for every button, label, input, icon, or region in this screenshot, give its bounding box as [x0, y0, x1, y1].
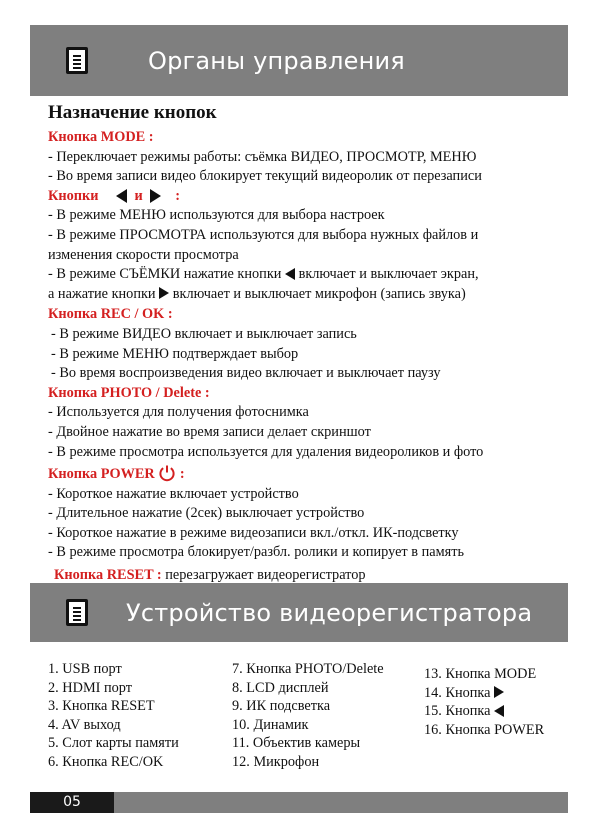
- list-item: 12. Микрофон: [232, 753, 320, 770]
- rec-line-1: - В режиме ВИДЕО включает и выключает запись: [51, 325, 357, 342]
- arrows-line-5-end: включает и выключает микрофон (запись звука): [172, 285, 466, 302]
- photo-line-1: - Используется для получения фотоснимка: [48, 404, 309, 421]
- document-icon: [66, 599, 88, 626]
- device-section-banner: [30, 583, 568, 642]
- list-item: 3. Кнопка RESET: [48, 698, 155, 715]
- mode-line-1: - Переключает режимы работы: съёмка ВИДЕО, ПРОСМОТР, МЕНЮ: [48, 148, 477, 165]
- document-icon: [66, 47, 88, 74]
- photo-line-3: - В режиме просмотра используется для удаления видеороликов и фото: [48, 443, 484, 460]
- list-item: 11. Объектив камеры: [232, 735, 361, 752]
- photo-button-heading: Кнопка PHOTO / Delete :: [48, 384, 210, 401]
- arrow-heading-prefix: Кнопки: [48, 187, 99, 204]
- power-heading-text: Кнопка POWER: [48, 466, 155, 483]
- page-number: 05: [30, 792, 114, 813]
- mode-button-heading: Кнопка MODE :: [48, 129, 154, 145]
- list-item-label: 15. Кнопка: [424, 703, 491, 720]
- list-item: [424, 684, 544, 703]
- list-item: 9. ИК подсветка: [232, 698, 331, 715]
- mode-line-2: - Во время записи видео блокирует текущий видеоролик от перезаписи: [48, 168, 482, 185]
- left-arrow-icon: [116, 189, 127, 203]
- rec-line-2: - В режиме МЕНЮ подтверждает выбор: [51, 345, 299, 362]
- list-item: [424, 702, 544, 721]
- list-item: 8. LCD дисплей: [232, 679, 329, 696]
- arrow-heading-mid: и: [134, 187, 143, 204]
- reset-button-heading: Кнопка RESET :: [54, 567, 162, 584]
- power-line-1: - Короткое нажатие включает устройство: [48, 485, 299, 502]
- list-item: 2. HDMI порт: [48, 679, 133, 696]
- header-banner: [30, 25, 568, 96]
- rec-line-3: - Во время воспроизведения видео включает и выключает паузу: [51, 365, 441, 382]
- right-arrow-icon: [159, 287, 169, 299]
- right-arrow-icon: [494, 686, 504, 698]
- arrows-line-5: [48, 285, 548, 305]
- list-item: 16. Кнопка POWER: [424, 721, 545, 738]
- section-heading: Назначение кнопок: [48, 102, 217, 123]
- list-item: 6. Кнопка REC/OK: [48, 753, 164, 770]
- list-item-label: 14. Кнопка: [424, 684, 491, 701]
- page-title: Органы управления: [148, 46, 405, 75]
- parts-column-3: [424, 665, 544, 739]
- power-line-3: - Короткое нажатие в режиме видеозаписи вкл./откл. ИК-подсветку: [48, 524, 459, 541]
- parts-column-1: [48, 660, 179, 772]
- list-item: 10. Динамик: [232, 716, 309, 733]
- reset-button-text: перезагружает видеорегистратор: [165, 567, 366, 584]
- arrows-line-4: [48, 265, 548, 285]
- power-line-4: - В режиме просмотра блокирует/разбл. ролики и копирует в память: [48, 544, 464, 561]
- rec-button-heading: Кнопка REC / OK :: [48, 306, 173, 323]
- list-item: 7. Кнопка PHOTO/Delete: [232, 661, 384, 677]
- device-section-title: Устройство видеорегистратора: [126, 598, 533, 627]
- arrow-heading-suffix: :: [175, 187, 180, 204]
- power-heading-suffix: :: [179, 466, 185, 483]
- power-button-heading: [48, 465, 548, 485]
- left-arrow-icon: [494, 705, 504, 717]
- list-item: 13. Кнопка MODE: [424, 666, 537, 682]
- buttons-section: [48, 101, 548, 586]
- power-icon: [158, 464, 176, 482]
- arrows-line-1: - В режиме МЕНЮ используются для выбора настроек: [48, 207, 385, 224]
- arrows-line-5-start: а нажатие кнопки: [48, 285, 156, 302]
- right-arrow-icon: [150, 189, 161, 203]
- arrows-line-2: - В режиме ПРОСМОТРА используются для выбора нужных файлов и: [48, 226, 479, 243]
- arrows-line-4-end: включает и выключает экран,: [298, 266, 479, 283]
- arrows-line-4-start: - В режиме СЪЁМКИ нажатие кнопки: [48, 266, 282, 283]
- arrows-line-3: изменения скорости просмотра: [48, 246, 239, 263]
- arrow-buttons-heading: [48, 187, 548, 207]
- list-item: 5. Слот карты памяти: [48, 735, 179, 752]
- list-item: 4. AV выход: [48, 716, 121, 733]
- left-arrow-icon: [285, 268, 295, 280]
- list-item: 1. USB порт: [48, 661, 122, 677]
- parts-column-2: [232, 660, 384, 772]
- photo-line-2: - Двойное нажатие во время записи делает скриншот: [48, 423, 371, 440]
- power-line-2: - Длительное нажатие (2сек) выключает устройство: [48, 505, 365, 522]
